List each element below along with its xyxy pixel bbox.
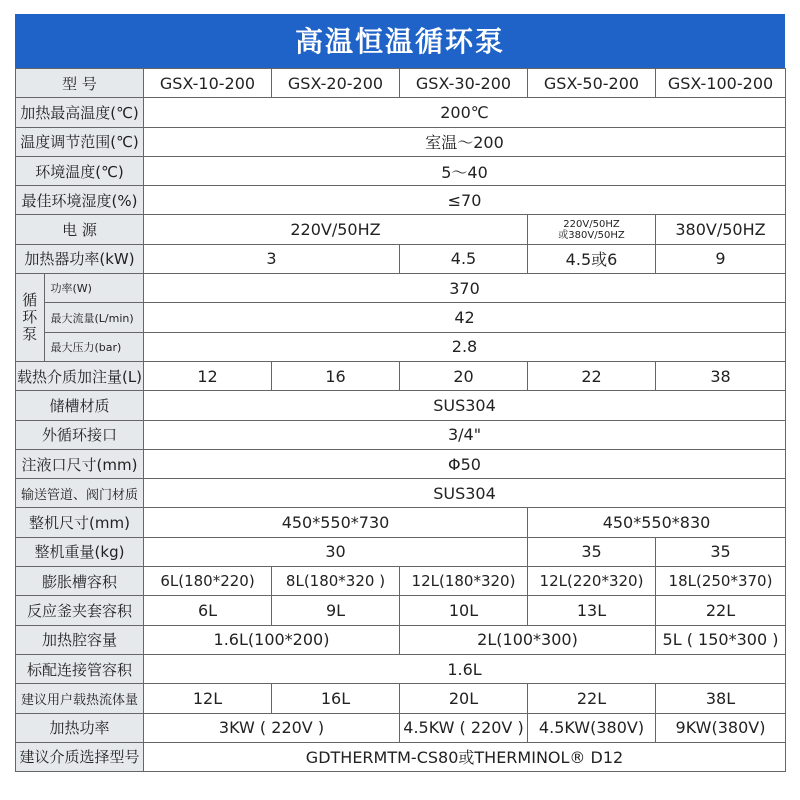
row-weight bbox=[16, 537, 786, 566]
suggested-fluid-label: 建议用户载热流体量 bbox=[16, 684, 144, 713]
jacket-volume-cell: 13L bbox=[528, 596, 656, 625]
spec-table bbox=[15, 68, 786, 772]
suggested-fluid-cell: 22L bbox=[528, 684, 656, 713]
expansion-tank-cell: 8L(180*320 ) bbox=[272, 567, 400, 596]
cavity-capacity-value: 5L ( 150*300 ) bbox=[656, 625, 786, 654]
pipe-volume-label: 标配连接管容积 bbox=[16, 654, 144, 683]
pump-group bbox=[16, 274, 144, 362]
sheet-title: 高温恒温循环泵 bbox=[15, 14, 785, 68]
expansion-tank-cell: 12L(180*320) bbox=[400, 567, 528, 596]
max-temp-label: 加热最高温度(℃) bbox=[16, 98, 144, 127]
heating-power-label: 加热功率 bbox=[16, 713, 144, 742]
suggested-fluid-cell: 16L bbox=[272, 684, 400, 713]
heater-power-label: 加热器功率(kW) bbox=[16, 244, 144, 273]
dimensions-label: 整机尺寸(mm) bbox=[16, 508, 144, 537]
pump-power-label: 功率(W) bbox=[44, 274, 143, 303]
heater-power-value: 3 bbox=[144, 244, 400, 273]
weight-value: 30 bbox=[144, 537, 528, 566]
max-temp-value: 200℃ bbox=[144, 98, 786, 127]
row-ext-port bbox=[16, 420, 786, 449]
row-temp-range bbox=[16, 127, 786, 156]
row-tank-material bbox=[16, 391, 786, 420]
power-supply-value: 380V/50HZ bbox=[656, 215, 786, 244]
row-env-humidity bbox=[16, 186, 786, 215]
suggested-fluid-cell: 38L bbox=[656, 684, 786, 713]
jacket-volume-label: 反应釜夹套容积 bbox=[16, 596, 144, 625]
spec-sheet bbox=[15, 14, 785, 772]
jacket-volume-cell: 9L bbox=[272, 596, 400, 625]
pump-group-label: 循 环 泵 bbox=[16, 274, 44, 361]
pipe-material-value: SUS304 bbox=[144, 479, 786, 508]
cavity-capacity-value: 1.6L(100*200) bbox=[144, 625, 400, 654]
cavity-capacity-value: 2L(100*300) bbox=[400, 625, 656, 654]
fill-volume-cell: 16 bbox=[272, 361, 400, 390]
weight-label: 整机重量(kg) bbox=[16, 537, 144, 566]
row-pipe-material bbox=[16, 479, 786, 508]
row-medium-model bbox=[16, 742, 786, 771]
heating-power-value: 4.5KW ( 220V ) bbox=[400, 713, 528, 742]
expansion-tank-cell: 6L(180*220) bbox=[144, 567, 272, 596]
fill-volume-label: 载热介质加注量(L) bbox=[16, 361, 144, 390]
medium-model-label: 建议介质选择型号 bbox=[16, 742, 144, 771]
medium-model-value: GDTHERMTM-CS80或THERMINOL® D12 bbox=[144, 742, 786, 771]
heater-power-value: 4.5 bbox=[400, 244, 528, 273]
heater-power-value: 9 bbox=[656, 244, 786, 273]
model-cell: GSX-20-200 bbox=[272, 69, 400, 98]
expansion-tank-cell: 18L(250*370) bbox=[656, 567, 786, 596]
fill-volume-cell: 38 bbox=[656, 361, 786, 390]
jacket-volume-cell: 6L bbox=[144, 596, 272, 625]
fill-volume-cell: 22 bbox=[528, 361, 656, 390]
dimensions-value: 450*550*830 bbox=[528, 508, 786, 537]
model-cell: GSX-100-200 bbox=[656, 69, 786, 98]
env-temp-value: 5～40 bbox=[144, 156, 786, 185]
tank-material-value: SUS304 bbox=[144, 391, 786, 420]
heating-power-value: 4.5KW(380V) bbox=[528, 713, 656, 742]
row-inlet-size bbox=[16, 449, 786, 478]
expansion-tank-label: 膨胀槽容积 bbox=[16, 567, 144, 596]
fill-volume-cell: 12 bbox=[144, 361, 272, 390]
fill-volume-cell: 20 bbox=[400, 361, 528, 390]
pipe-material-label: 输送管道、阀门材质 bbox=[16, 479, 144, 508]
weight-value: 35 bbox=[528, 537, 656, 566]
suggested-fluid-cell: 20L bbox=[400, 684, 528, 713]
expansion-tank-cell: 12L(220*320) bbox=[528, 567, 656, 596]
heater-power-value: 4.5或6 bbox=[528, 244, 656, 273]
power-supply-value: 220V/50HZ 或380V/50HZ bbox=[528, 215, 656, 244]
row-suggested-fluid bbox=[16, 684, 786, 713]
row-expansion-tank bbox=[16, 567, 786, 596]
pump-flow-value: 42 bbox=[144, 303, 786, 332]
row-fill-volume bbox=[16, 361, 786, 390]
temp-range-label: 温度调节范围(℃) bbox=[16, 127, 144, 156]
row-cavity-capacity bbox=[16, 625, 786, 654]
heating-power-value: 9KW(380V) bbox=[656, 713, 786, 742]
suggested-fluid-cell: 12L bbox=[144, 684, 272, 713]
model-cell: GSX-10-200 bbox=[144, 69, 272, 98]
env-temp-label: 环境温度(℃) bbox=[16, 156, 144, 185]
inlet-size-value: Φ50 bbox=[144, 449, 786, 478]
dimensions-value: 450*550*730 bbox=[144, 508, 528, 537]
row-max-temp bbox=[16, 98, 786, 127]
power-supply-label: 电 源 bbox=[16, 215, 144, 244]
row-env-temp bbox=[16, 156, 786, 185]
jacket-volume-cell: 10L bbox=[400, 596, 528, 625]
row-heater-power bbox=[16, 244, 786, 273]
tank-material-label: 储槽材质 bbox=[16, 391, 144, 420]
row-jacket-volume bbox=[16, 596, 786, 625]
jacket-volume-cell: 22L bbox=[656, 596, 786, 625]
model-label: 型 号 bbox=[16, 69, 144, 98]
pump-pressure-value: 2.8 bbox=[144, 332, 786, 361]
model-cell: GSX-30-200 bbox=[400, 69, 528, 98]
ext-port-label: 外循环接口 bbox=[16, 420, 144, 449]
pump-pressure-label: 最大压力(bar) bbox=[44, 332, 143, 361]
row-heating-power bbox=[16, 713, 786, 742]
row-model bbox=[16, 69, 786, 98]
row-dimensions bbox=[16, 508, 786, 537]
row-pump-power bbox=[16, 274, 786, 303]
env-humidity-value: ≤70 bbox=[144, 186, 786, 215]
temp-range-value: 室温～200 bbox=[144, 127, 786, 156]
row-pipe-volume bbox=[16, 654, 786, 683]
weight-value: 35 bbox=[656, 537, 786, 566]
model-cell: GSX-50-200 bbox=[528, 69, 656, 98]
cavity-capacity-label: 加热腔容量 bbox=[16, 625, 144, 654]
pump-flow-label: 最大流量(L/min) bbox=[44, 303, 143, 332]
row-power-supply bbox=[16, 215, 786, 244]
heating-power-value: 3KW ( 220V ) bbox=[144, 713, 400, 742]
power-supply-value: 220V/50HZ bbox=[144, 215, 528, 244]
pump-power-value: 370 bbox=[144, 274, 786, 303]
inlet-size-label: 注液口尺寸(mm) bbox=[16, 449, 144, 478]
ext-port-value: 3/4" bbox=[144, 420, 786, 449]
env-humidity-label: 最佳环境湿度(%) bbox=[16, 186, 144, 215]
pipe-volume-value: 1.6L bbox=[144, 654, 786, 683]
